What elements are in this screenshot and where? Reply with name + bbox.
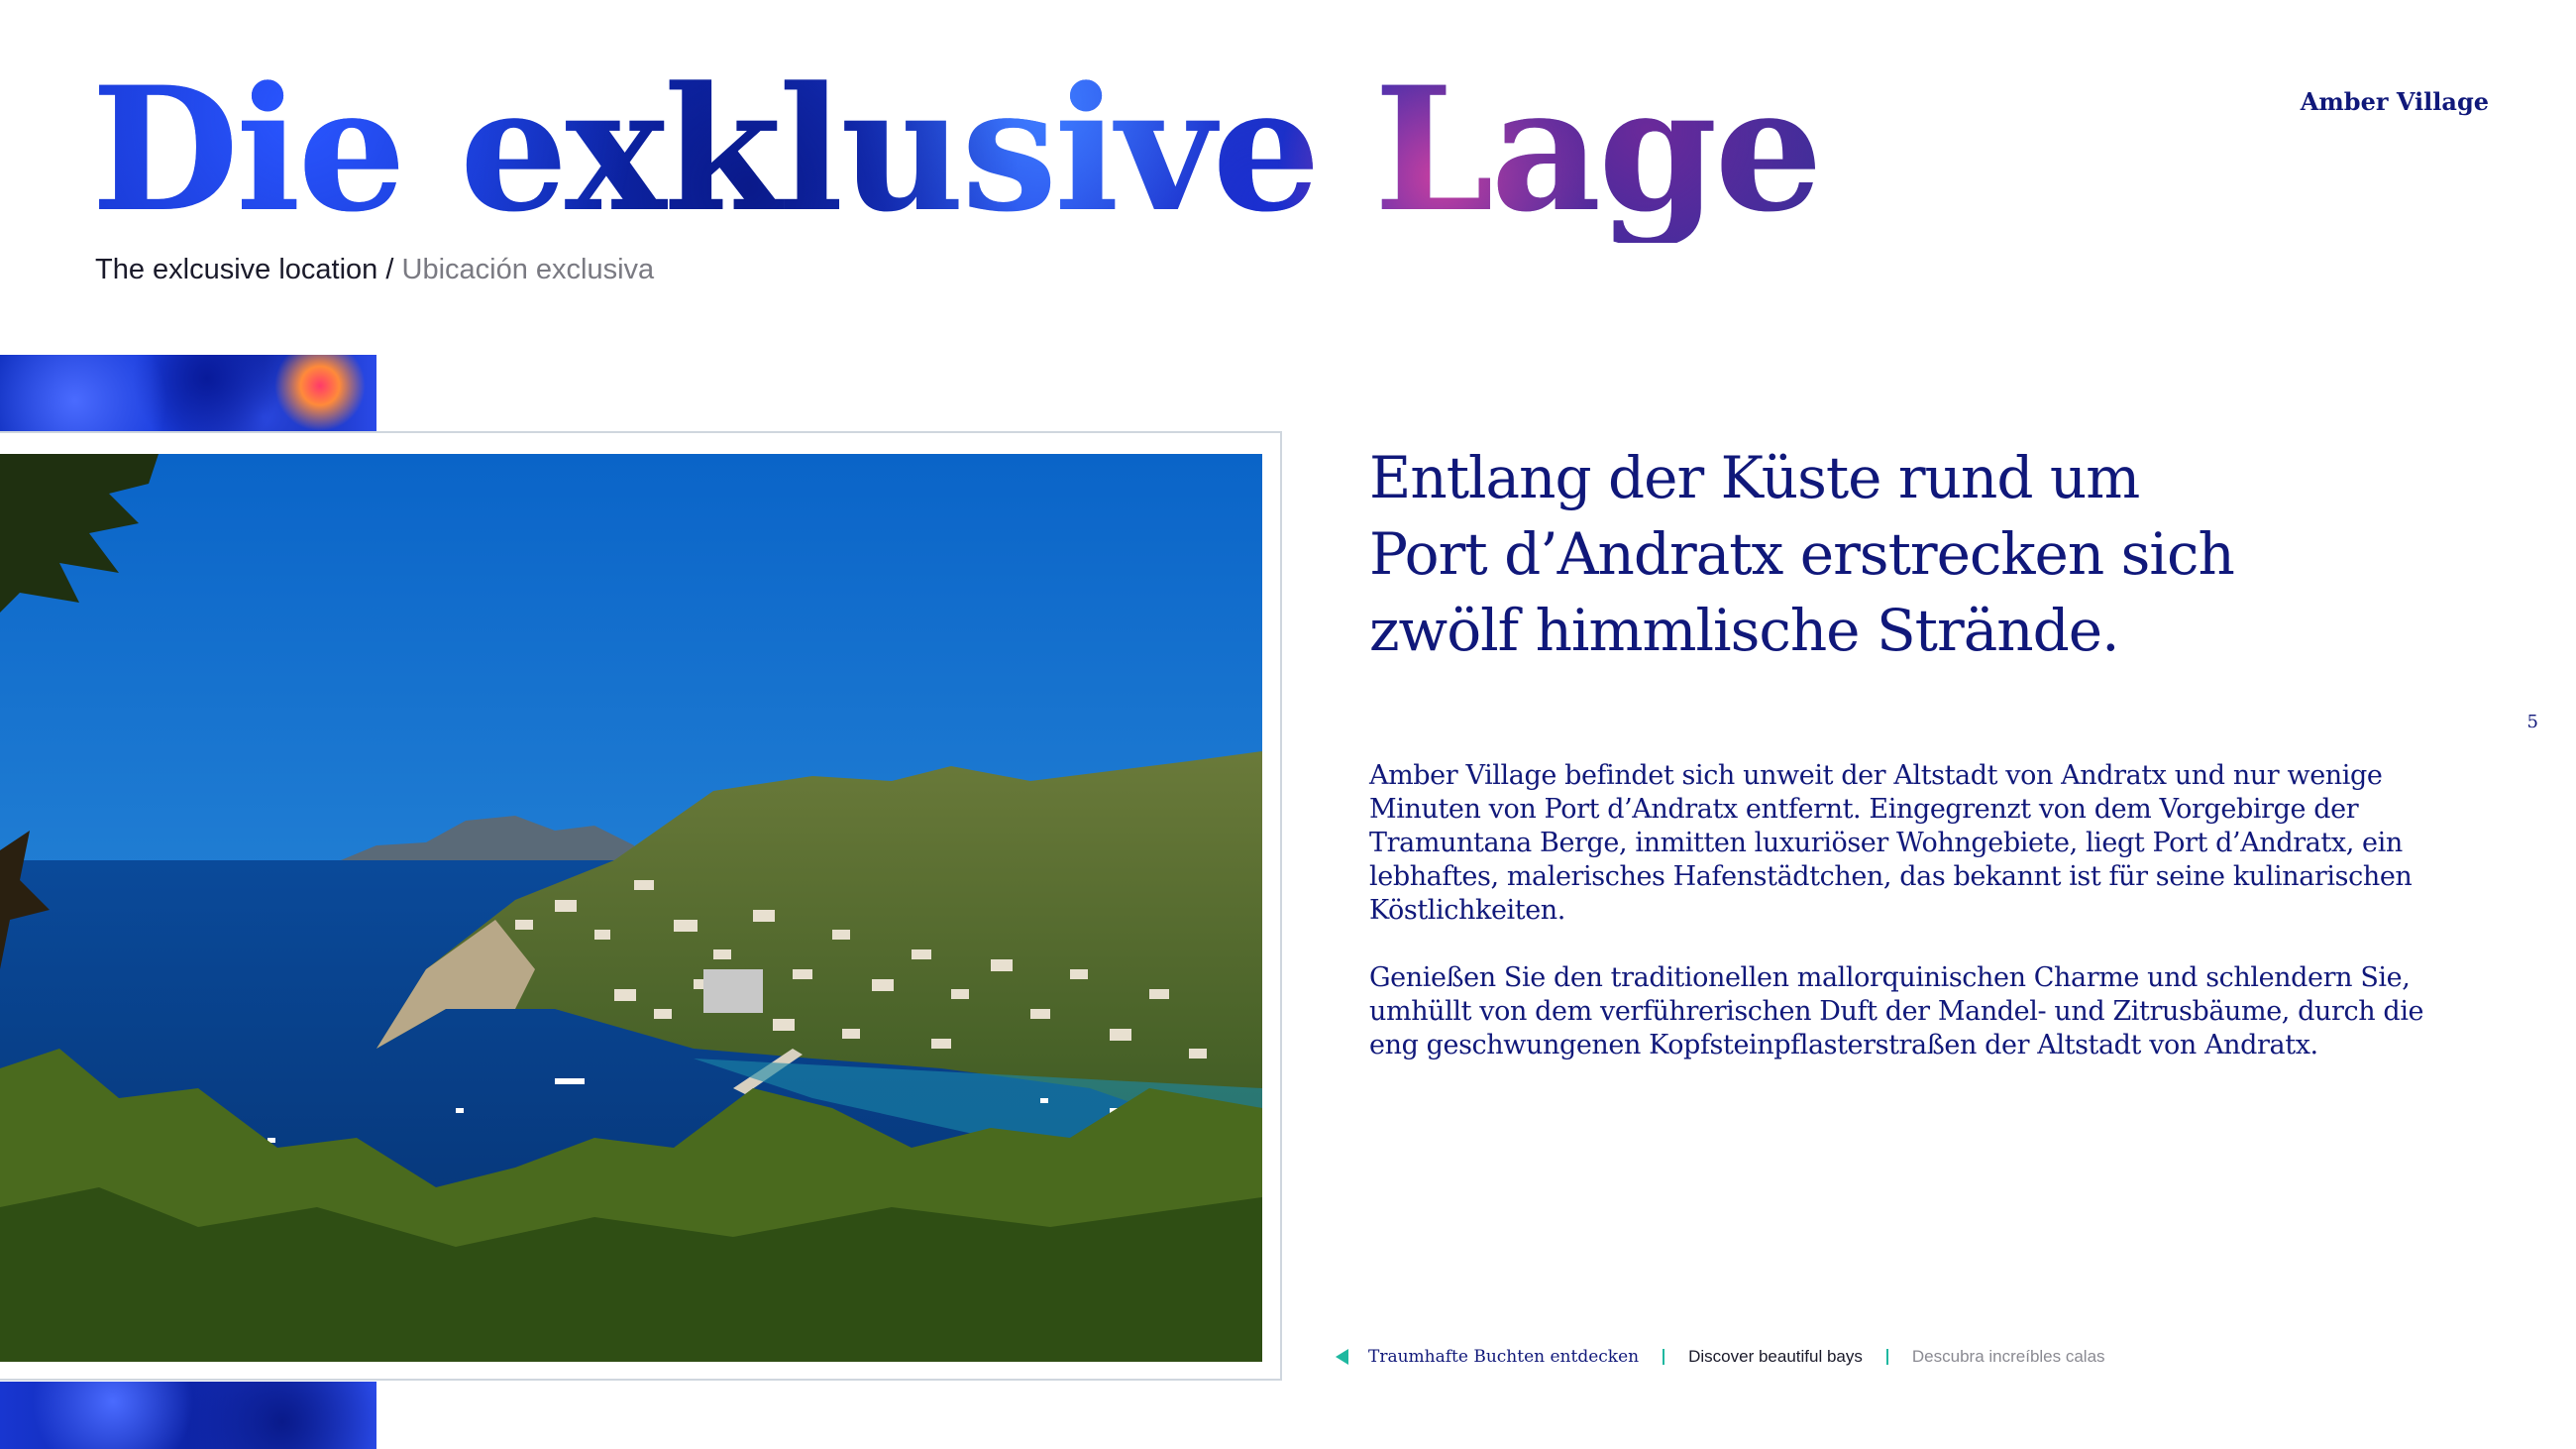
photo-frame [0,431,1282,1381]
subtitle-spanish: Ubicación exclusiva [401,254,655,285]
page-title: Die exklusive Lage [91,49,1820,250]
divider [1663,1349,1664,1365]
nav-link-english[interactable]: Discover beautiful bays [1688,1347,1863,1366]
triangle-left-icon[interactable] [1336,1349,1348,1365]
page-subtitle [95,254,654,286]
divider [1886,1349,1888,1365]
coastline-photo [0,454,1262,1362]
decorative-texture-top [0,355,376,432]
brand-logo: Amber Village [2300,87,2489,116]
headline-line: Entlang der Küste rund um [1369,444,2140,511]
nav-link-spanish[interactable]: Descubra increíbles calas [1911,1347,2105,1366]
subtitle-separator: / [385,254,394,285]
decorative-texture-bottom [0,1382,376,1449]
headline-line: zwölf himmlische Strände. [1369,597,2119,664]
body-text [1369,759,2479,1096]
footer-navigation [1336,1342,2105,1372]
headline [1369,440,2459,669]
subtitle-english: The exlcusive location [95,254,378,285]
nav-link-german[interactable]: Traumhafte Buchten entdecken [1368,1347,1640,1367]
paragraph: Amber Village befindet sich unweit der Altstadt von Andratx und nur wenige Minuten von Port d’Andratx entfernt. Eingegrenzt von dem Vorgebirge der Tramuntana Berge, inmitten luxuriöser Wohngebiete, liegt Port d’Andratx, ein lebhaftes, malerisches Hafenstädtchen, das bekannt ist für seine kulinarischen Köstlichkeiten. [1369,760,2413,926]
headline-line: Port d’Andratx erstrecken sich [1369,520,2234,588]
paragraph: Genießen Sie den traditionellen mallorquinischen Charme und schlendern Sie, umhüllt von dem verführerischen Duft der Mandel- und Zitrusbäume, durch die eng geschwungenen Kopfsteinpflasterstraßen der Altstadt von Andratx. [1369,962,2424,1060]
page-number: 5 [2526,712,2538,732]
